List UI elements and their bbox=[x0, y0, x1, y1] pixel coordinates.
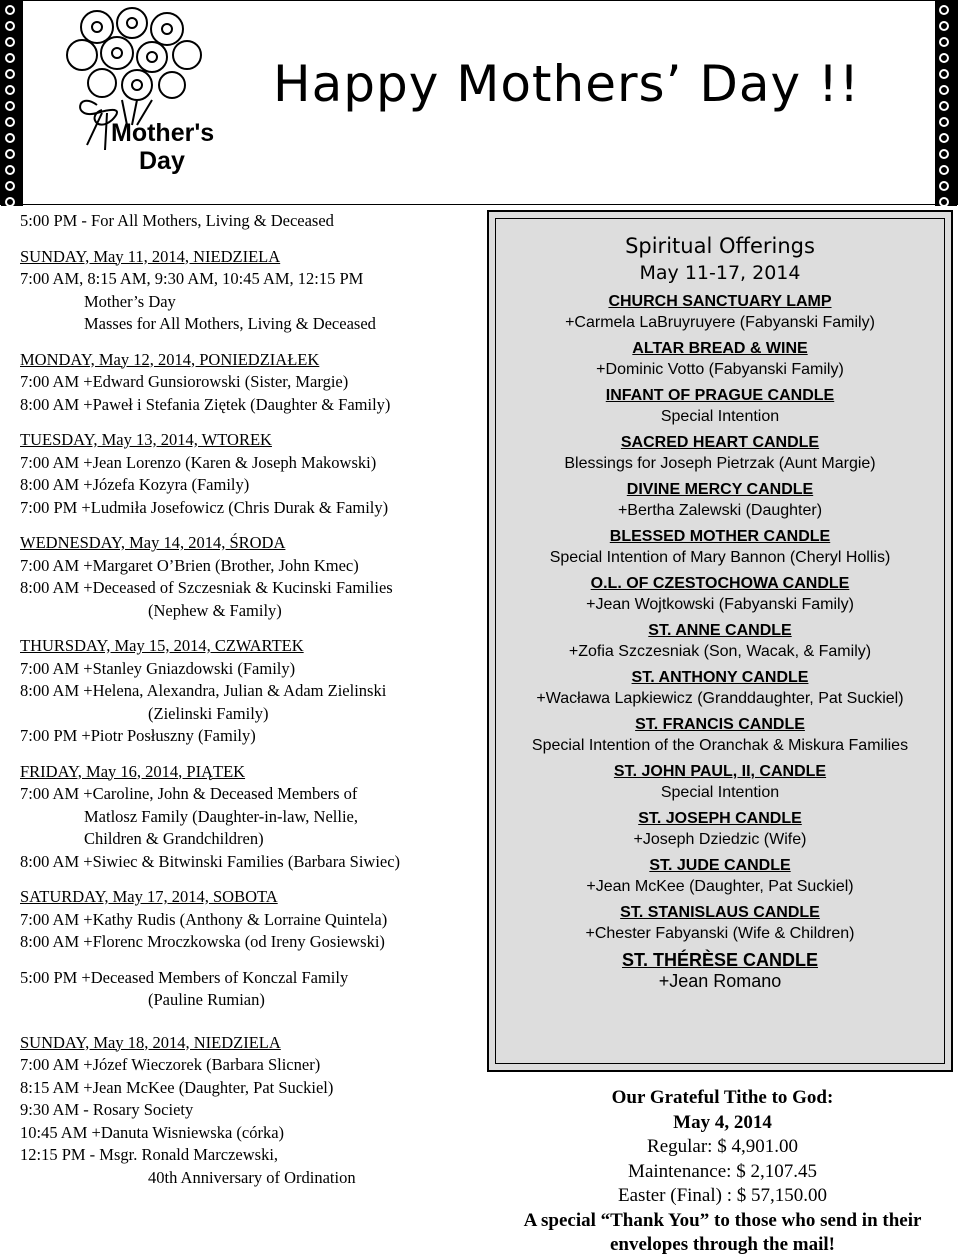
thank-you-line1: A special “Thank You” to those who send in their bbox=[523, 1209, 922, 1231]
tithe-heading: Our Grateful Tithe to God: bbox=[611, 1087, 834, 1108]
mass-line: 40th Anniversary of Ordination bbox=[148, 1167, 356, 1187]
offering-item bbox=[496, 856, 944, 898]
mass-line: 7:00 PM +Ludmiła Josefowicz (Chris Durak & Family) bbox=[20, 497, 389, 517]
day-heading: FRIDAY, May 16, 2014, PIĄTEK bbox=[20, 761, 246, 781]
mass-line: 7:00 AM +Kathy Rudis (Anthony & Lorraine Quintela) bbox=[20, 909, 388, 929]
intro-line: 5:00 PM - For All Mothers, Living & Deceased bbox=[20, 211, 334, 230]
mass-line: Mother’s Day bbox=[84, 291, 176, 311]
thank-you-line2: envelopes through the mail! bbox=[609, 1234, 835, 1255]
border-flower-icon bbox=[5, 133, 15, 143]
art-text-line1: Mother's bbox=[111, 119, 215, 147]
mass-line: 8:00 AM +Siwiec & Bitwinski Families (Barbara Siwiec) bbox=[20, 851, 401, 871]
mass-line: 9:30 AM - Rosary Society bbox=[20, 1100, 194, 1119]
offering-item bbox=[496, 480, 944, 522]
offering-item bbox=[496, 621, 944, 663]
offering-name: ST. JOSEPH CANDLE bbox=[638, 810, 802, 827]
mass-line: 7:00 AM +Edward Gunsiorowski (Sister, Margie) bbox=[20, 372, 349, 391]
border-flower-icon bbox=[5, 85, 15, 95]
art-text-line2: Day bbox=[139, 147, 185, 175]
border-flower-icon bbox=[939, 5, 949, 15]
offering-intention: Blessings for Joseph Pietrzak (Aunt Margie) bbox=[564, 455, 876, 472]
border-flower-icon bbox=[939, 149, 949, 159]
spiritual-offerings-box bbox=[487, 210, 953, 1072]
day-heading: MONDAY, May 12, 2014, PONIEDZIAŁEK bbox=[20, 349, 320, 369]
offering-item bbox=[496, 762, 944, 804]
day-heading: SUNDAY, May 11, 2014, NIEDZIELA bbox=[20, 246, 281, 266]
offering-intention: +Jean McKee (Daughter, Pat Suckiel) bbox=[586, 878, 854, 895]
header-banner bbox=[0, 0, 958, 205]
mass-line: 10:45 AM +Danuta Wisniewska (córka) bbox=[20, 1122, 285, 1142]
offering-item bbox=[496, 527, 944, 569]
border-flower-icon bbox=[5, 165, 15, 175]
offering-item bbox=[496, 809, 944, 851]
offering-name: ST. ANNE CANDLE bbox=[648, 622, 792, 639]
offering-name: ST. JUDE CANDLE bbox=[649, 857, 791, 874]
border-flower-icon bbox=[939, 133, 949, 143]
offering-name: CHURCH SANCTUARY LAMP bbox=[608, 293, 832, 310]
offering-item bbox=[496, 339, 944, 381]
mass-line: 8:15 AM +Jean McKee (Daughter, Pat Suckiel) bbox=[20, 1077, 334, 1097]
tithe-maintenance: Maintenance: $ 2,107.45 bbox=[628, 1160, 817, 1182]
offering-intention: +Joseph Dziedzic (Wife) bbox=[633, 831, 807, 848]
border-flower-icon bbox=[939, 53, 949, 63]
border-flower-icon bbox=[5, 5, 15, 15]
day-heading: TUESDAY, May 13, 2014, WTOREK bbox=[20, 430, 272, 449]
offering-name: ST. JOHN PAUL, II, CANDLE bbox=[613, 763, 827, 780]
offering-item bbox=[496, 950, 944, 992]
offerings-dates: May 11-17, 2014 bbox=[639, 262, 801, 284]
mass-line: Masses for All Mothers, Living & Deceased bbox=[84, 314, 376, 333]
offering-item bbox=[496, 574, 944, 616]
day-heading: WEDNESDAY, May 14, 2014, ŚRODA bbox=[20, 533, 286, 552]
offering-item bbox=[496, 386, 944, 428]
day-heading: SUNDAY, May 18, 2014, NIEDZIELA bbox=[20, 1032, 281, 1052]
mass-line: Matlosz Family (Daughter-in-law, Nellie, bbox=[84, 806, 358, 826]
floral-border-left bbox=[1, 1, 23, 206]
offering-intention: +Zofia Szczesniak (Son, Wacak, & Family) bbox=[568, 643, 872, 660]
mass-line: 7:00 AM +Jean Lorenzo (Karen & Joseph Makowski) bbox=[20, 452, 377, 472]
floral-border-right bbox=[935, 1, 957, 206]
day-heading: THURSDAY, May 15, 2014, CZWARTEK bbox=[20, 636, 304, 655]
border-flower-icon bbox=[5, 53, 15, 63]
offering-intention: Special Intention of the Oranchak & Miskura Families bbox=[531, 737, 909, 754]
offering-intention: +Chester Fabyanski (Wife & Children) bbox=[585, 925, 855, 942]
border-flower-icon bbox=[939, 197, 949, 207]
border-flower-icon bbox=[5, 37, 15, 47]
day-heading: SATURDAY, May 17, 2014, SOBOTA bbox=[20, 887, 278, 906]
offering-intention: Special Intention bbox=[660, 784, 780, 801]
offering-name: SACRED HEART CANDLE bbox=[620, 434, 820, 451]
mass-line: 7:00 PM +Piotr Posłuszny (Family) bbox=[20, 726, 256, 745]
mass-line: 8:00 AM +Florenc Mroczkowska (od Ireny Gosiewski) bbox=[20, 932, 385, 951]
mass-line: 7:00 AM +Józef Wieczorek (Barbara Slicner) bbox=[20, 1055, 321, 1074]
mass-line: 12:15 PM - Msgr. Ronald Marczewski, bbox=[20, 1145, 279, 1164]
border-flower-icon bbox=[939, 181, 949, 191]
mass-line: 7:00 AM, 8:15 AM, 9:30 AM, 10:45 AM, 12:15 PM bbox=[20, 269, 364, 288]
border-flower-icon bbox=[5, 181, 15, 191]
mass-line: 8:00 AM +Paweł i Stefania Ziętek (Daughter & Family) bbox=[20, 394, 391, 414]
border-flower-icon bbox=[5, 69, 15, 79]
offering-name: ST. THÉRÈSE CANDLE bbox=[621, 950, 819, 970]
border-flower-icon bbox=[5, 21, 15, 31]
mass-line: (Zielinski Family) bbox=[148, 703, 269, 723]
offering-intention: +Jean Romano bbox=[658, 971, 782, 991]
offering-intention: +Dominic Votto (Fabyanski Family) bbox=[596, 361, 844, 378]
tithe-easter: Easter (Final) : $ 57,150.00 bbox=[618, 1185, 827, 1206]
tithe-summary bbox=[490, 1086, 955, 1258]
border-flower-icon bbox=[5, 101, 15, 111]
border-flower-icon bbox=[939, 165, 949, 175]
offering-intention: +Jean Wojtkowski (Fabyanski Family) bbox=[586, 596, 854, 613]
border-flower-icon bbox=[939, 101, 949, 111]
offering-intention: Special Intention bbox=[660, 408, 780, 425]
offering-name: ST. ANTHONY CANDLE bbox=[631, 669, 809, 686]
offering-item bbox=[496, 668, 944, 710]
offering-item bbox=[496, 715, 944, 757]
border-flower-icon bbox=[5, 149, 15, 159]
mass-line: 8:00 AM +Helena, Alexandra, Julian & Adam Zielinski bbox=[20, 681, 387, 700]
mass-line: (Pauline Rumian) bbox=[148, 990, 265, 1009]
offering-intention: +Wacława Lapkiewicz (Granddaughter, Pat Suckiel) bbox=[536, 690, 904, 707]
page-title: Happy Mothers’ Day !! bbox=[273, 55, 861, 113]
offering-name: BLESSED MOTHER CANDLE bbox=[609, 528, 831, 545]
offerings-title: Spiritual Offerings bbox=[625, 234, 815, 258]
border-flower-icon bbox=[939, 85, 949, 95]
border-flower-icon bbox=[5, 117, 15, 127]
mass-schedule bbox=[20, 210, 490, 1189]
mass-line: 7:00 AM +Stanley Gniazdowski (Family) bbox=[20, 658, 296, 678]
offering-intention: Special Intention of Mary Bannon (Cheryl Hollis) bbox=[549, 549, 891, 566]
border-flower-icon bbox=[939, 21, 949, 31]
border-flower-icon bbox=[5, 197, 15, 207]
mass-line: (Nephew & Family) bbox=[148, 600, 282, 620]
mass-line: 8:00 AM +Józefa Kozyra (Family) bbox=[20, 475, 250, 494]
offering-name: O.L. OF CZESTOCHOWA CANDLE bbox=[590, 575, 850, 592]
tithe-regular: Regular: $ 4,901.00 bbox=[647, 1136, 798, 1157]
border-flower-icon bbox=[939, 37, 949, 47]
mass-line: 7:00 AM +Margaret O’Brien (Brother, John Kmec) bbox=[20, 555, 359, 575]
mothers-day-art-text bbox=[111, 119, 241, 175]
offering-item bbox=[496, 433, 944, 475]
offering-name: INFANT OF PRAGUE CANDLE bbox=[605, 387, 835, 404]
offering-name: ST. STANISLAUS CANDLE bbox=[620, 904, 820, 921]
offering-item bbox=[496, 292, 944, 334]
offering-name: DIVINE MERCY CANDLE bbox=[626, 481, 814, 498]
mass-line: 7:00 AM +Caroline, John & Deceased Members of bbox=[20, 784, 358, 803]
mass-line: Children & Grandchildren) bbox=[84, 829, 264, 848]
border-flower-icon bbox=[939, 69, 949, 79]
offering-name: ST. FRANCIS CANDLE bbox=[635, 716, 805, 733]
mass-line: 5:00 PM +Deceased Members of Konczal Family bbox=[20, 967, 349, 987]
mass-line: 8:00 AM +Deceased of Szczesniak & Kucinski Families bbox=[20, 578, 393, 597]
tithe-date: May 4, 2014 bbox=[673, 1111, 772, 1133]
offering-intention: +Bertha Zalewski (Daughter) bbox=[617, 502, 823, 519]
offering-intention: +Carmela LaBruyruyere (Fabyanski Family) bbox=[565, 314, 875, 331]
offering-name: ALTAR BREAD & WINE bbox=[632, 340, 808, 357]
offering-item bbox=[496, 903, 944, 945]
border-flower-icon bbox=[939, 117, 949, 127]
